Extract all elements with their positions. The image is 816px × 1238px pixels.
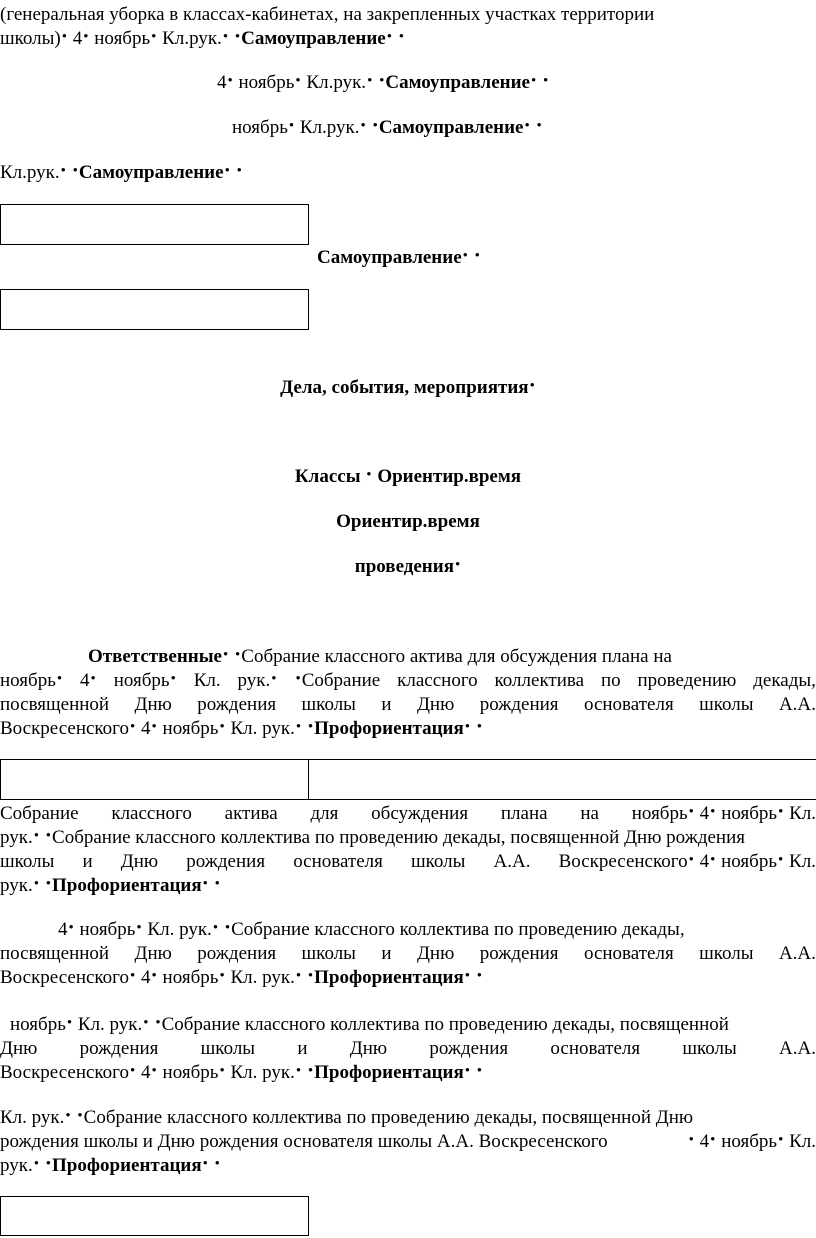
bullet-icon: • <box>56 671 63 687</box>
bullet-icon: • <box>72 163 78 179</box>
bullet-icon: • <box>224 163 230 179</box>
bullet-icon: • <box>66 1015 73 1031</box>
bullet-icon: • <box>530 73 537 89</box>
bullet-icon: • <box>77 1108 83 1124</box>
table-cell <box>308 759 816 800</box>
text-line: Кл. рук.• •Собрание классного коллектива по проведению декады, посвященной Дню <box>0 1106 693 1131</box>
bullet-icon: • <box>295 968 302 984</box>
bullet-icon: • <box>360 118 366 134</box>
bullet-icon: • <box>295 671 301 687</box>
text-line: Воскресенского• 4• ноябрь• Кл. рук.• •Профориентация• • <box>0 717 483 742</box>
bullet-icon: • <box>688 852 694 868</box>
bullet-icon: • <box>33 1156 39 1172</box>
text-line: Воскресенского• 4• ноябрь• Кл. рук.• •Профориентация• • <box>0 1061 483 1086</box>
table-cell <box>0 289 309 330</box>
bullet-icon: • <box>778 852 784 868</box>
bullet-icon: • <box>83 29 89 45</box>
bullet-icon: • <box>398 29 405 45</box>
bullet-icon: • <box>202 876 208 892</box>
bullet-icon: • <box>307 968 314 984</box>
bullet-icon: • <box>219 1063 225 1079</box>
bullet-icon: • <box>90 671 96 687</box>
bullet-icon: • <box>45 876 52 892</box>
bullet-icon: • <box>710 804 716 820</box>
bullet-icon: • <box>68 920 74 936</box>
bullet-icon: • <box>464 968 471 984</box>
text-line: ноябрь• Кл. рук.• •Собрание классного коллектива по проведению декады, посвященной <box>10 1013 729 1038</box>
table-cell <box>0 759 309 800</box>
bullet-icon: • <box>462 248 468 264</box>
bullet-icon: • <box>476 968 483 984</box>
bullet-icon: • <box>529 378 535 394</box>
bullet-icon: • <box>367 73 373 89</box>
bullet-icon: • <box>151 1063 157 1079</box>
bullet-icon: • <box>710 852 716 868</box>
text-line: ноябрь• Кл.рук.• •Самоуправление• • <box>232 116 543 141</box>
bullet-icon: • <box>372 118 378 134</box>
bullet-icon: • <box>307 719 314 735</box>
bullet-icon: • <box>214 876 220 892</box>
bullet-icon: • <box>219 968 225 984</box>
bullet-icon: • <box>143 1015 149 1031</box>
text-line: посвященной Дню рождения школы и Дню рождения основателя школы А.А. <box>0 943 816 964</box>
text-line: посвященной Дню рождения школы и Дню рождения основателя школы А.А. <box>0 694 816 715</box>
bullet-icon: • <box>45 1156 52 1172</box>
text-line: 4• ноябрь• Кл.рук.• •Самоуправление• • <box>217 71 549 96</box>
text-line: Собрание классного актива для обсуждения плана на ноябрь• 4• ноябрь• Кл. <box>0 802 816 827</box>
bullet-icon: • <box>295 719 302 735</box>
text-line: Воскресенского• 4• ноябрь• Кл. рук.• •Профориентация• • <box>0 966 483 991</box>
bullet-icon: • <box>536 118 542 134</box>
bullet-icon: • <box>474 248 480 264</box>
bullet-icon: • <box>288 118 295 134</box>
text-line: рук.• •Собрание классного коллектива по проведению декады, посвященной Дню рождения <box>0 826 745 851</box>
text-line: (генеральная уборка в классах-кабинетах, на закрепленных участках территории <box>0 4 655 25</box>
bullet-icon: • <box>778 804 784 820</box>
section-heading: Дела, события, мероприятия• <box>0 376 816 401</box>
bullet-icon: • <box>524 118 530 134</box>
bullet-icon: • <box>224 920 231 936</box>
bullet-icon: • <box>710 1132 716 1148</box>
bullet-icon: • <box>130 1063 136 1079</box>
bullet-icon: • <box>386 29 392 45</box>
text-line: рук.• •Профориентация• • <box>0 874 221 899</box>
text-line: Самоуправление• • <box>317 246 481 271</box>
bullet-icon: • <box>61 29 67 45</box>
text-line: 4• ноябрь• Кл. рук.• •Собрание классного коллектива по проведению декады, <box>58 918 685 943</box>
text-line: школы)• 4• ноябрь• Кл.рук.• •Самоуправление• • <box>0 27 405 52</box>
bullet-icon: • <box>151 719 157 735</box>
text-line: рождения школы и Дню рождения основателя школы А.А. Воскресенского • 4• ноябрь• Кл. <box>0 1130 816 1155</box>
column-headers: Классы • Ориентир.время <box>0 465 816 490</box>
table-cell <box>0 1196 309 1236</box>
bullet-icon: • <box>45 828 52 844</box>
bullet-icon: • <box>295 1063 302 1079</box>
column-header: проведения• <box>0 555 816 580</box>
bullet-icon: • <box>688 804 694 820</box>
bullet-icon: • <box>151 968 157 984</box>
text-line: рук.• •Профориентация• • <box>0 1154 221 1179</box>
bullet-icon: • <box>688 1132 694 1148</box>
bullet-icon: • <box>454 557 461 573</box>
bullet-icon: • <box>136 920 142 936</box>
bullet-icon: • <box>307 1063 314 1079</box>
bullet-icon: • <box>476 719 483 735</box>
bullet-icon: • <box>33 876 39 892</box>
bullet-icon: • <box>170 671 176 687</box>
bullet-icon: • <box>543 73 549 89</box>
bullet-icon: • <box>60 163 66 179</box>
bullet-icon: • <box>464 1063 471 1079</box>
text-line: Дню рождения школы и Дню рождения основателя школы А.А. <box>0 1038 816 1059</box>
bullet-icon: • <box>234 29 241 45</box>
bullet-icon: • <box>366 467 372 483</box>
bullet-icon: • <box>235 647 241 663</box>
bullet-icon: • <box>212 920 219 936</box>
bullet-icon: • <box>202 1156 208 1172</box>
bullet-icon: • <box>214 1156 220 1172</box>
bullet-icon: • <box>222 29 229 45</box>
text-line: ноябрь• 4• ноябрь• Кл. рук.• •Собрание классного коллектива по проведению декады, <box>0 669 816 694</box>
bullet-icon: • <box>33 828 39 844</box>
text-line: Ответственные• •Собрание классного актива для обсуждения плана на <box>88 645 672 670</box>
bullet-icon: • <box>223 647 229 663</box>
bullet-icon: • <box>778 1132 784 1148</box>
bullet-icon: • <box>65 1108 71 1124</box>
bullet-icon: • <box>155 1015 161 1031</box>
bullet-icon: • <box>236 163 242 179</box>
bullet-icon: • <box>130 719 136 735</box>
bullet-icon: • <box>295 73 301 89</box>
bullet-icon: • <box>151 29 157 45</box>
text-line: школы и Дню рождения основателя школы А.А. Воскресенского• 4• ноябрь• Кл. <box>0 850 816 875</box>
column-header: Ориентир.время <box>336 511 480 532</box>
bullet-icon: • <box>379 73 385 89</box>
bullet-icon: • <box>130 968 136 984</box>
bullet-icon: • <box>271 671 277 687</box>
bullet-icon: • <box>219 719 225 735</box>
table-cell <box>0 204 309 245</box>
bullet-icon: • <box>227 73 233 89</box>
bullet-icon: • <box>476 1063 483 1079</box>
text-line: Кл.рук.• •Самоуправление• • <box>0 161 243 186</box>
bullet-icon: • <box>464 719 471 735</box>
